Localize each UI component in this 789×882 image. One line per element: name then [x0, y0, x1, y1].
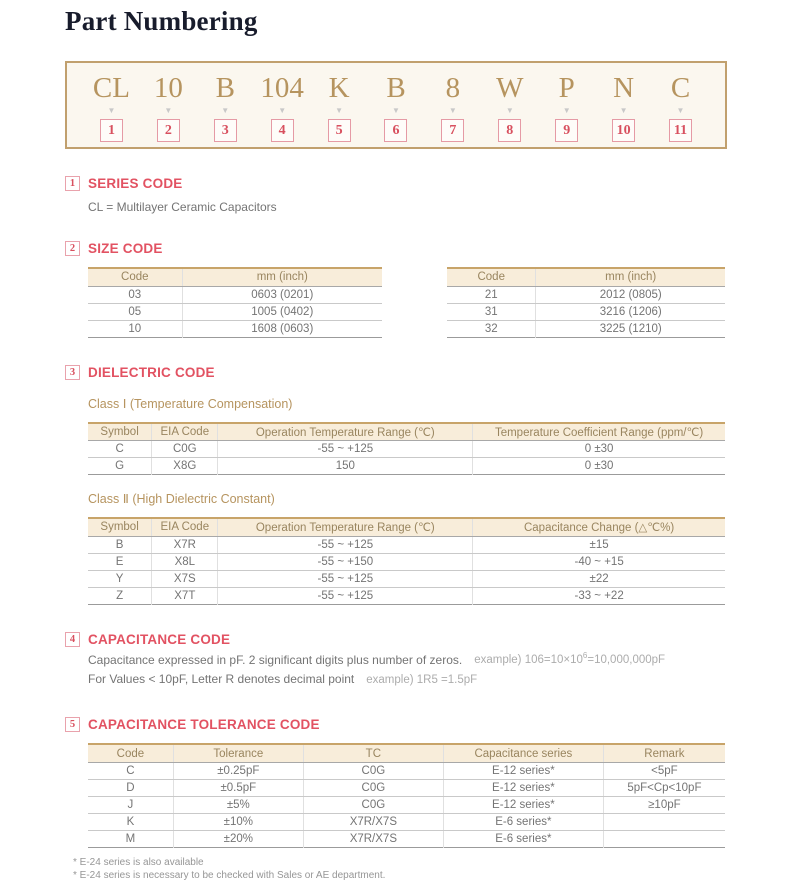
capacitance-rule-2	[88, 670, 727, 690]
table-cell: ≥10pF	[603, 796, 725, 813]
table-cell: ±5%	[173, 796, 303, 813]
capacitance-rule-1-text: Capacitance expressed in pF. 2 significant digits plus number of zeros.	[88, 652, 463, 667]
part-code: 104	[260, 72, 304, 104]
down-arrow-icon: ▼	[505, 106, 514, 115]
table-cell: 31	[447, 303, 536, 320]
section-title: SIZE CODE	[88, 241, 163, 256]
part-number-segment	[481, 72, 538, 138]
table-cell: C	[88, 441, 152, 458]
table-cell: <5pF	[603, 762, 725, 779]
size-code-table-left	[88, 267, 382, 338]
table-cell: X7T	[152, 587, 218, 604]
table-cell: 150	[218, 458, 473, 475]
table-cell: X7S	[152, 570, 218, 587]
table-row	[88, 441, 725, 458]
part-position-number: 6	[384, 119, 407, 142]
tolerance-table	[88, 743, 725, 848]
section-header-tolerance	[65, 717, 727, 732]
part-code: K	[328, 72, 350, 104]
table-cell: J	[88, 796, 173, 813]
column-header: Tolerance	[173, 744, 303, 762]
down-arrow-icon: ▼	[335, 106, 344, 115]
column-header: Capacitance series	[443, 744, 603, 762]
table-cell: Y	[88, 570, 152, 587]
table-cell: 1608 (0603)	[182, 320, 382, 337]
size-code-table-right	[447, 267, 725, 338]
table-cell: X8L	[152, 553, 218, 570]
part-number-box	[65, 61, 727, 149]
capacitance-rule-2-text: For Values < 10pF, Letter R denotes decimal point	[88, 672, 355, 687]
part-number-segment	[652, 72, 709, 138]
part-number-segment	[368, 72, 425, 138]
table-cell: E-12 series*	[443, 779, 603, 796]
table-row	[447, 303, 725, 320]
section-title: CAPACITANCE CODE	[88, 631, 231, 647]
column-header: EIA Code	[152, 423, 218, 441]
down-arrow-icon: ▼	[164, 106, 173, 115]
table-cell: Z	[116, 589, 124, 602]
table-cell: -55 ~ +125	[218, 536, 473, 553]
part-code: C	[670, 72, 691, 104]
table-row	[88, 458, 725, 475]
part-code: P	[558, 72, 575, 104]
table-cell: ±20%	[173, 830, 303, 847]
section-number-badge: 2	[65, 241, 80, 256]
table-cell: -55 ~ +125	[218, 441, 473, 458]
class1-table	[88, 422, 725, 476]
section-header-dielectric	[65, 365, 727, 380]
table-cell: ±0.5pF	[173, 779, 303, 796]
size-code-tables	[88, 256, 727, 338]
down-arrow-icon: ▼	[619, 106, 628, 115]
table-cell: G	[115, 460, 125, 472]
table-row	[88, 762, 725, 779]
table-cell: -55 ~ +150	[218, 553, 473, 570]
part-position-number: 10	[612, 119, 635, 142]
down-arrow-icon: ▼	[392, 106, 400, 115]
table-row	[88, 320, 382, 337]
table-row	[88, 536, 725, 553]
table-cell: -40 ~ +15	[473, 553, 725, 570]
column-header: Symbol	[88, 518, 152, 536]
section-number-badge: 4	[65, 632, 80, 647]
section-title: SERIES CODE	[88, 176, 183, 191]
table-cell: E	[88, 553, 152, 570]
footnote: * E-24 series is necessary to be checked with Sales or AE department.	[73, 869, 386, 881]
capacitance-example-2: example) 1R5 =1.5pF	[366, 674, 478, 687]
table-row	[88, 813, 725, 830]
part-number-segment	[83, 72, 140, 138]
part-position-number: 11	[669, 119, 692, 142]
footnote: * E-24 series is also available	[73, 856, 204, 868]
column-header: Remark	[603, 744, 725, 762]
table-cell: ±0.25pF	[173, 762, 303, 779]
table-cell: 0 ±30	[473, 441, 725, 458]
column-header: mm (inch)	[536, 268, 725, 286]
part-position-number: 4	[271, 119, 294, 142]
table-cell: E-6 series*	[443, 813, 603, 830]
down-arrow-icon: ▼	[278, 106, 287, 115]
table-cell: X8G	[152, 458, 218, 475]
section-number-badge: 5	[65, 717, 80, 732]
table-cell: 0 ±30	[473, 458, 725, 475]
column-header: TC	[303, 744, 443, 762]
page-title: Part Numbering	[65, 6, 258, 36]
part-number-segment	[538, 72, 595, 138]
table-cell: X7R/X7S	[303, 813, 443, 830]
part-code: 8	[445, 72, 461, 104]
table-cell: ±22	[473, 570, 725, 587]
table-cell: 05	[88, 303, 182, 320]
table-cell: E-6 series*	[443, 830, 603, 847]
section-title: DIELECTRIC CODE	[88, 364, 215, 380]
table-row	[447, 320, 725, 337]
table-row	[88, 587, 725, 604]
section-title: CAPACITANCE TOLERANCE CODE	[88, 717, 320, 733]
series-code-description: CL = Multilayer Ceramic Capacitors	[88, 200, 277, 214]
section-header-capacitance	[65, 632, 727, 647]
section-header-size	[65, 241, 727, 256]
capacitance-example-1: example) $106=10\times 10^6=10,000,000pF$	[474, 651, 666, 667]
table-cell: -55 ~ +125	[218, 570, 473, 587]
capacitance-rule-1	[88, 647, 727, 671]
table-cell: 10	[128, 322, 142, 335]
section-header-series	[65, 176, 727, 191]
table-cell: 3216 (1206)	[536, 303, 725, 320]
table-cell: E-12 series*	[443, 762, 603, 779]
table-cell	[603, 813, 725, 830]
table-cell: ±10%	[173, 813, 303, 830]
table-cell: C0G	[303, 796, 443, 813]
down-arrow-icon: ▼	[448, 106, 457, 115]
class2-subtitle: Class Ⅱ (High Dielectric Constant)	[88, 492, 275, 506]
table-cell: 03	[88, 286, 182, 303]
table-row	[88, 286, 382, 303]
table-row	[88, 779, 725, 796]
table-cell: -33 ~ +22	[473, 587, 725, 604]
table-cell: D	[88, 779, 173, 796]
part-position-number: 3	[214, 119, 237, 142]
table-cell: C	[88, 762, 173, 779]
class2-table	[88, 517, 725, 605]
table-cell: E-12 series*	[443, 796, 603, 813]
table-cell: C0G	[303, 779, 443, 796]
part-position-number: 8	[498, 119, 521, 142]
part-position-number: 2	[157, 119, 180, 142]
table-cell: 21	[447, 286, 536, 303]
table-row	[88, 796, 725, 813]
part-code: B	[215, 72, 235, 104]
part-number-segment	[254, 72, 311, 138]
column-header: Symbol	[88, 423, 152, 441]
column-header: Operation Temperature Range (℃)	[218, 518, 473, 536]
section-number-badge: 1	[65, 176, 80, 191]
table-cell: ±15	[473, 536, 725, 553]
table-cell: X7R	[152, 536, 218, 553]
table-row	[447, 286, 725, 303]
table-cell: X7R/X7S	[303, 830, 443, 847]
table-cell: C0G	[152, 441, 218, 458]
part-position-number: 9	[555, 119, 578, 142]
column-header: Capacitance Change (△℃%)	[473, 518, 725, 536]
table-cell: C0G	[303, 762, 443, 779]
part-code: 10	[153, 72, 183, 104]
footnotes	[73, 856, 727, 882]
part-code: CL	[92, 72, 130, 104]
part-position-number: 5	[328, 119, 351, 142]
part-number-segment	[311, 72, 368, 138]
part-number-segment	[424, 72, 481, 138]
section-number-badge: 3	[65, 365, 80, 380]
part-number-segment	[140, 72, 197, 138]
column-header: Temperature Coefficient Range (ppm/℃)	[473, 423, 725, 441]
column-header: Code	[447, 268, 536, 286]
part-position-number: 1	[100, 119, 123, 142]
column-header: Code	[88, 744, 173, 762]
column-header: Operation Temperature Range (℃)	[218, 423, 473, 441]
table-row	[88, 553, 725, 570]
part-position-number: 7	[441, 119, 464, 142]
table-cell: 32	[484, 322, 498, 335]
down-arrow-icon: ▼	[562, 106, 571, 115]
table-cell: 5pF<Cp<10pF	[603, 779, 725, 796]
table-cell: K	[88, 813, 173, 830]
table-cell: B	[88, 536, 152, 553]
table-cell: 3225 (1210)	[536, 320, 725, 337]
column-header: EIA Code	[152, 518, 218, 536]
column-header: Code	[88, 268, 182, 286]
part-number-segment	[197, 72, 254, 138]
table-cell: -55 ~ +125	[218, 587, 473, 604]
column-header: mm (inch)	[182, 268, 382, 286]
table-cell: 2012 (0805)	[536, 286, 725, 303]
table-cell: 0603 (0201)	[182, 286, 382, 303]
table-row	[88, 303, 382, 320]
down-arrow-icon: ▼	[221, 106, 230, 115]
table-cell: M	[125, 832, 136, 845]
down-arrow-icon: ▼	[676, 106, 685, 115]
table-row	[88, 570, 725, 587]
table-cell: 1005 (0402)	[182, 303, 382, 320]
part-code: B	[386, 72, 406, 104]
part-code: N	[613, 72, 635, 104]
class1-subtitle: Class Ⅰ (Temperature Compensation)	[88, 396, 293, 411]
part-number-segment	[595, 72, 652, 138]
down-arrow-icon: ▼	[107, 106, 116, 115]
part-code: W	[496, 72, 524, 104]
